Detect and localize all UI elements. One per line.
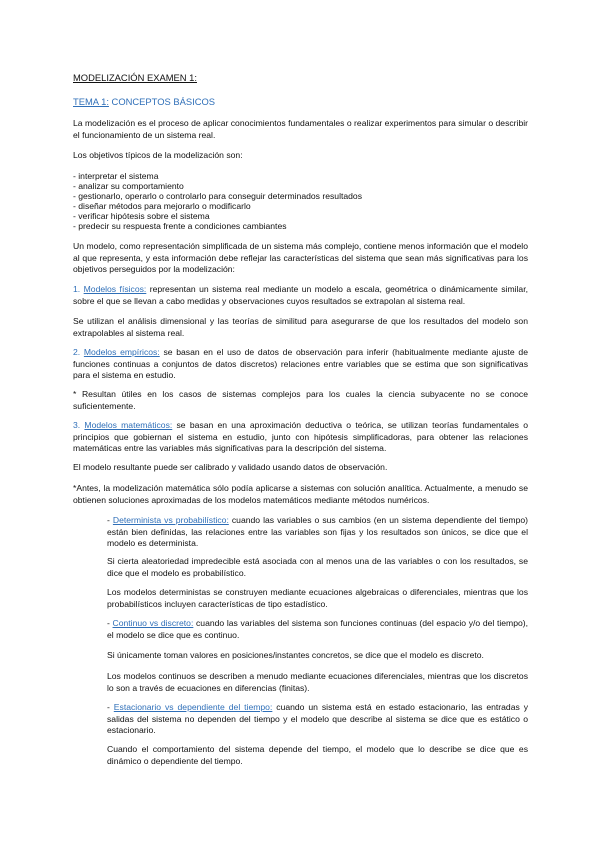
determinista-link[interactable]: Determinista vs probabilístico: [112, 515, 229, 525]
modelos-matematicos-link[interactable]: Modelos matemáticos: [84, 420, 173, 430]
discreto-paragraph: Si únicamente toman valores en posiciones/instantes concretos, se dice que el modelo es discreto. [107, 650, 484, 660]
continuo-paragraph [107, 618, 528, 641]
continuo-link[interactable]: Continuo vs discreto: [112, 618, 194, 628]
dinamico-paragraph: Cuando el comportamiento del sistema depende del tiempo, el modelo que lo describe se dice que es dinámico o dependiente del tiempo. [107, 744, 528, 766]
tema-title: CONCEPTOS BÁSICOS [108, 96, 216, 107]
modelos-empiricos-note: * Resultan útiles en los casos de sistemas complejos para los cuales la ciencia subyacente no se conoce suficientemente. [73, 389, 528, 411]
bullet-dash: - [107, 702, 114, 712]
probabilistico-paragraph: Si cierta aleatoriedad impredecible está asociada con al menos una de las variables o con los resultados, se dice que el modelo es probabilístico. [107, 556, 528, 578]
objetivos-title: Los objetivos típicos de la modelización son: [73, 150, 243, 160]
modelos-empiricos [73, 347, 528, 382]
estacionario-paragraph [107, 702, 528, 737]
tema-heading [73, 96, 528, 108]
modelos-fisicos-text: representan un sistema real mediante un modelo a escala, geométrica o dinámicamente similar, sobre el que se llevan a cabo medidas y observaciones cuyos resultados se extrapolan al sistema real. [73, 284, 528, 306]
modelos-fisicos [73, 284, 528, 307]
bullet-dash: - [107, 515, 113, 525]
deterministas-construction: Los modelos deterministas se construyen mediante ecuaciones algebraicas o diferenciales, mientras que los probabilísticos incluyen características de tipo estadístico. [107, 587, 528, 609]
continuos-description: Los modelos continuos se describen a menudo mediante ecuaciones diferenciales, mientras que los discretos lo son a través de ecuaciones en diferencias (finitas). [107, 671, 528, 693]
list-item: - predecir su respuesta frente a condiciones cambiantes [73, 221, 287, 231]
calibration-note: El modelo resultante puede ser calibrado y validado usando datos de observación. [73, 462, 388, 472]
item-number: 3. [73, 420, 85, 430]
list-item: - diseñar métodos para mejorarlo o modificarlo [73, 201, 251, 211]
modelos-matematicos [73, 420, 528, 455]
modelos-empiricos-text: se basan en el uso de datos de observación para inferir (habitualmente mediante ajuste de funciones continuas a conjuntos de datos discretos) relaciones entre variables que se estima que son significativas para el sistema en estudio. [73, 347, 528, 380]
item-number: 2. [73, 347, 84, 357]
intro-paragraph: La modelización es el proceso de aplicar conocimientos fundamentales o realizar experimentos para simular o describir el funcionamiento de un sistema real. [73, 118, 528, 140]
modelo-definition: Un modelo, como representación simplificada de un sistema más complejo, contiene menos información que el modelo al que representa, y esta información debe reflejar las características del sistema que sean más significativas para los objetivos perseguidos por la modelización: [73, 241, 528, 274]
list-item: - gestionarlo, operarlo o controlarlo para conseguir determinados resultados [73, 191, 363, 201]
modelos-empiricos-link[interactable]: Modelos empíricos: [83, 347, 160, 357]
numerical-methods-note: *Antes, la modelización matemática sólo podía aplicarse a sistemas con solución analítica. Actualmente, a menudo se obtienen soluciones aproximadas de los modelos matemáticos mediante métodos numéricos. [73, 483, 528, 505]
document-title: MODELIZACIÓN EXAMEN 1: [73, 72, 197, 83]
estacionario-link[interactable]: Estacionario vs dependiente del tiempo: [113, 702, 273, 712]
continuo-text: cuando las variables del sistema son funciones continuas (del espacio y/o del tiempo), el modelo se dice que es continuo. [107, 618, 529, 640]
item-number: 1. [73, 284, 84, 294]
tema-number: TEMA 1: [73, 96, 109, 107]
determinista-text: cuando las variables o sus cambios (en un sistema dependiente del tiempo) están bien definidas, las relaciones entre las variables son fijas y los resultados son únicos, se dice que el modelo es determinista. [107, 515, 528, 548]
bullet-dash: - [107, 618, 113, 628]
list-item: - analizar su comportamiento [73, 181, 184, 191]
modelos-fisicos-link[interactable]: Modelos físicos: [83, 284, 147, 294]
list-item: - interpretar el sistema [73, 171, 159, 181]
objetivos-list [73, 171, 528, 231]
modelos-matematicos-text: se basan en una aproximación deductiva o teórica, se utilizan teorías fundamentales o principios que gobiernan el sistema en estudio, junto con hipótesis simplificadoras, para obtener las relaciones matemáticas entre las variables más significativas para la descripción del sistema. [73, 420, 528, 453]
list-item: - verificar hipótesis sobre el sistema [73, 211, 210, 221]
modelos-fisicos-note: Se utilizan el análisis dimensional y las teorías de similitud para asegurarse de que los resultados del modelo son extrapolables al sistema real. [73, 316, 528, 338]
estacionario-text: cuando un sistema está en estado estacionario, las entradas y salidas del sistema no dependen del tiempo y el modelo que describe al sistema se dice que es estático o estacionario. [107, 702, 529, 735]
determinista-paragraph [107, 515, 528, 550]
